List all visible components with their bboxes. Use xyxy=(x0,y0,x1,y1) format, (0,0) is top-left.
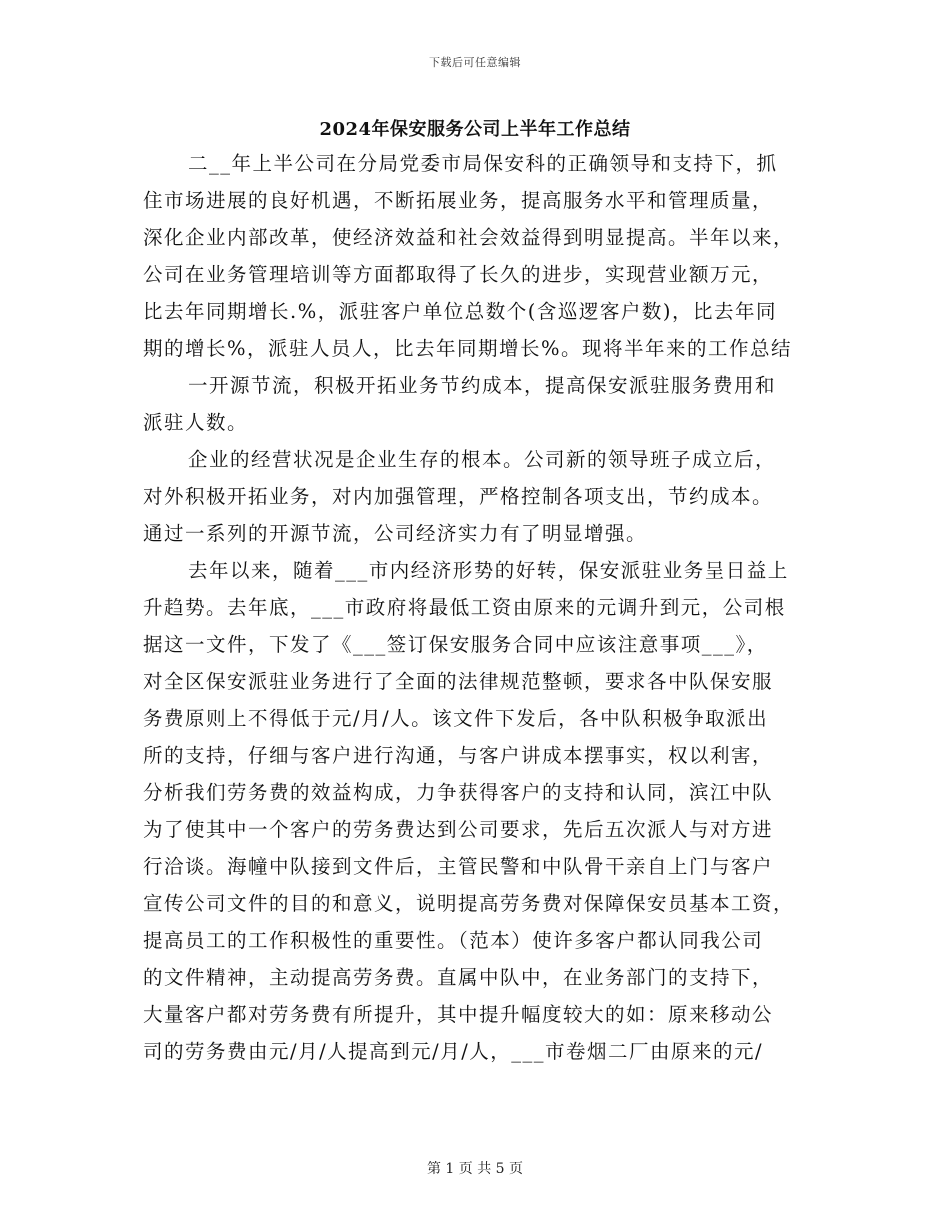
paragraph-line: 据这一文件，下发了《___签订保安服务合同中应该注意事项___》， xyxy=(143,633,768,656)
paragraph-line: 升趋势。去年底，___市政府将最低工资由原来的元调升到元，公司根 xyxy=(143,596,786,619)
document-title: 2024年保安服务公司上半年工作总结 xyxy=(319,119,631,140)
paragraph-line: 的文件精神，主动提高劳务费。直属中队中，在业务部门的支持下， xyxy=(143,966,774,989)
paragraph-line: 派驻人数。 xyxy=(143,411,249,434)
paragraph-line: 去年以来，随着___市内经济形势的好转，保安派驻业务呈日益上 xyxy=(188,559,789,582)
paragraph-line: 行洽谈。海幢中队接到文件后，主管民警和中队骨干亲自上门与客户 xyxy=(143,855,774,878)
paragraph-line: 企业的经营状况是企业生存的根本。公司新的领导班子成立后， xyxy=(188,448,777,471)
paragraph-line: 二__年上半公司在分局党委市局保安科的正确领导和支持下，抓 xyxy=(188,152,778,175)
paragraph-line: 深化企业内部改革，使经济效益和社会效益得到明显提高。半年以来， xyxy=(143,226,795,249)
page-number-footer: 第 1 页 共 5 页 xyxy=(426,1161,524,1177)
header-note: 下载后可任意编辑 xyxy=(429,56,521,69)
paragraph-line: 宣传公司文件的目的和意义，说明提高劳务费对保障保安员基本工资， xyxy=(143,892,795,915)
paragraph-line: 通过一系列的开源节流，公司经济实力有了明显增强。 xyxy=(143,522,648,545)
paragraph-line: 大量客户都对劳务费有所提升，其中提升幅度较大的如：原来移动公 xyxy=(143,1003,774,1026)
paragraph-line: 期的增长%，派驻人员人，比去年同期增长%。现将半年来的工作总结 xyxy=(143,337,793,360)
paragraph-line: 对外积极开拓业务，对内加强管理，严格控制各项支出，节约成本。 xyxy=(143,485,774,508)
paragraph-line: 所的支持，仔细与客户进行沟通，与客户讲成本摆事实，权以利害， xyxy=(143,744,774,767)
paragraph-line: 司的劳务费由元/月/人提高到元/月/人，___市卷烟二厂由原来的元/ xyxy=(143,1040,764,1063)
paragraph-line: 为了使其中一个客户的劳务费达到公司要求，先后五次派人与对方进 xyxy=(143,818,774,841)
paragraph-line: 对全区保安派驻业务进行了全面的法律规范整顿，要求各中队保安服 xyxy=(143,670,774,693)
paragraph-line: 公司在业务管理培训等方面都取得了长久的进步，实现营业额万元， xyxy=(143,263,774,286)
paragraph-line: 住市场进展的良好机遇，不断拓展业务，提高服务水平和管理质量， xyxy=(143,189,774,212)
paragraph-line: 一开源节流，积极开拓业务节约成本，提高保安派驻服务费用和 xyxy=(188,374,777,397)
paragraph-line: 分析我们劳务费的效益构成，力争获得客户的支持和认同，滨江中队 xyxy=(143,781,774,804)
paragraph-line: 提高员工的工作积极性的重要性。（范本）使许多客户都认同我公司 xyxy=(143,929,764,952)
paragraph-line: 务费原则上不得低于元/月/人。该文件下发后，各中队积极争取派出 xyxy=(143,707,769,730)
paragraph-line: 比去年同期增长.%，派驻客户单位总数个(含巡逻客户数)，比去年同 xyxy=(143,300,777,323)
